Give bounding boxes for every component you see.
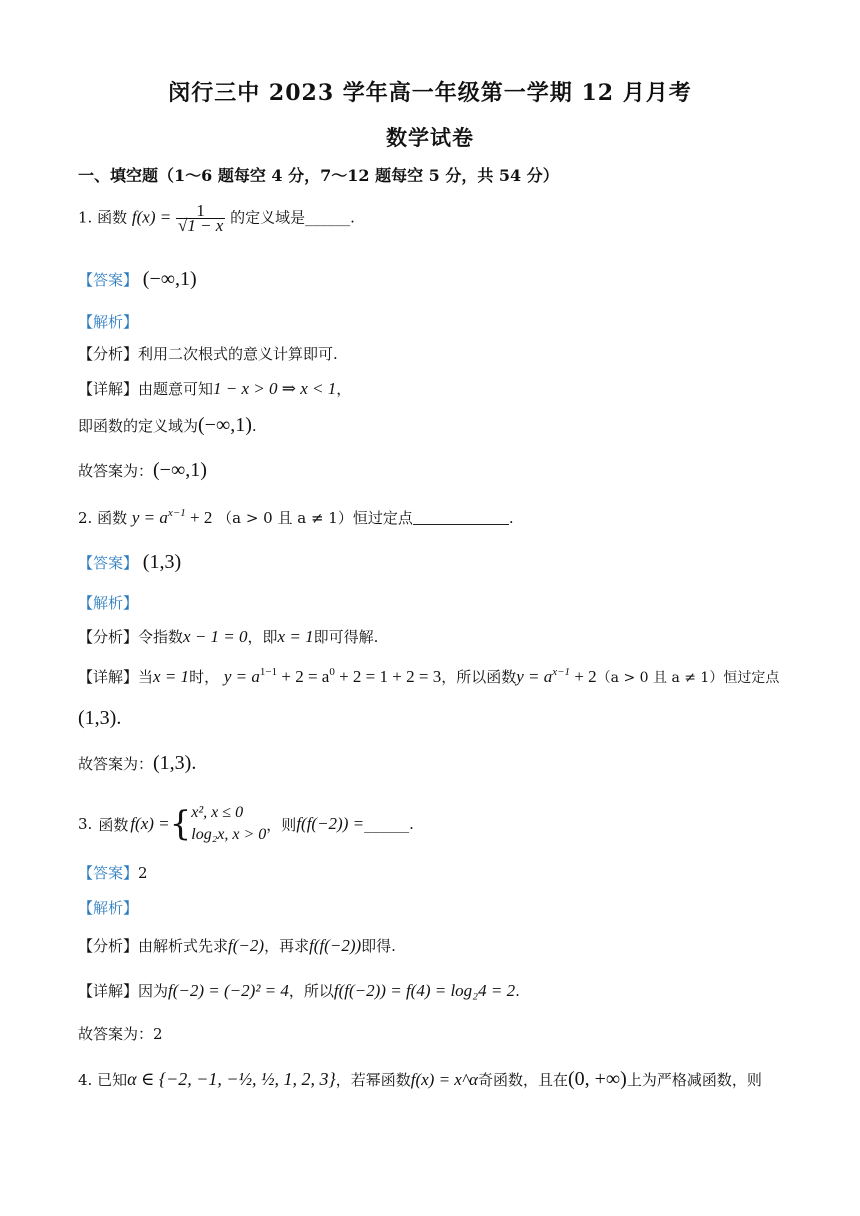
q1-func-lhs: f(x) = (131, 207, 172, 227)
q3-stem-c: ______. (364, 815, 414, 833)
q3-answer: 2 (138, 864, 148, 882)
q2-detail-math3a: y = a (516, 667, 553, 686)
q1-stem-text: 函数 (97, 208, 128, 227)
q3-fenxi-math1: f(−2) (228, 936, 265, 955)
q1-line2-text: 即函数的定义域为 (78, 417, 199, 435)
q4-number: 4. (78, 1071, 93, 1089)
q3-detail-c: . (515, 982, 520, 1000)
q1-fraction (176, 201, 225, 235)
analysis-label: 【解析】 (78, 313, 139, 331)
q4-stem-d: 上为严格减函数，则 (626, 1071, 762, 1089)
q2-fenxi-b: ，即 (247, 628, 278, 646)
q3-piece1: x², x ≤ 0 (191, 804, 244, 821)
analysis-label: 【解析】 (78, 899, 139, 917)
q2-fenxi-c: 即可得解. (313, 628, 379, 646)
q4-stem-c: 奇函数，且在 (477, 1071, 568, 1089)
page-subtitle: 数学试卷 (386, 125, 474, 150)
q3-fenxi-math2: f(f(−2)) (309, 936, 362, 955)
q2-final-math: (1,3). (153, 752, 197, 774)
q1-final-text: 故答案为： (78, 462, 154, 480)
page-title: 闵行三中 2023 学年高一年级第一学期 12 月月考 (168, 80, 692, 106)
q4-stem-func: f(x) = x^α (410, 1070, 478, 1089)
q3-number: 3. (78, 815, 93, 833)
q1-analysis-label (78, 311, 790, 332)
q3-fenxi-c: 即得. (361, 937, 396, 955)
q2-analysis-label (78, 592, 790, 613)
section-heading: 一、填空题（1～6 题每空 4 分，7～12 题每空 5 分，共 54 分） (78, 166, 559, 185)
q1-detail-text: 由题意可知 (138, 380, 214, 398)
answer-label: 【答案】 (78, 864, 139, 882)
q1-answer: (−∞,1) (142, 268, 197, 290)
q2-stem-tail: + 2 (185, 508, 213, 527)
q3-stem-math: f(f(−2)) = (296, 814, 365, 833)
q4-stem-a: 已知 (97, 1071, 128, 1089)
q1-line2-tail: . (251, 417, 257, 435)
q2-detail-exp3: x−1 (552, 666, 571, 678)
q2-number: 2. (78, 509, 93, 527)
q3-brace: { (169, 804, 192, 844)
q3-detail-math2: f(f(−2)) = f(4) = log₂4 = 2 (333, 981, 516, 1000)
q2-stem-end: . (508, 509, 514, 527)
q2-detail-line (78, 666, 790, 687)
q3-detail-a: 因为 (138, 982, 169, 1000)
q4-stem-interval: (0, +∞) (567, 1068, 627, 1090)
answer-label: 【答案】 (78, 271, 139, 289)
q1-detail-line (78, 378, 790, 399)
q1-final-math: (−∞,1) (153, 459, 207, 481)
q1-number: 1. (78, 208, 93, 227)
q2-answer-line (78, 551, 790, 574)
q1-fenxi: 利用二次根式的意义计算即可. (138, 345, 338, 363)
q1-line2-math: (−∞,1) (198, 414, 252, 436)
q2-detail-math1: x = 1 (153, 667, 190, 686)
detail-label: 【详解】 (78, 668, 139, 686)
q3-final: 故答案为：2 (78, 1025, 163, 1043)
analysis-label: 【解析】 (78, 594, 139, 612)
q2-fenxi-a: 令指数 (138, 628, 184, 646)
q2-detail-exp1: 1−1 (259, 666, 278, 678)
q4-stem-set: α ∈ {−2, −1, −½, ½, 1, 2, 3} (127, 1069, 336, 1089)
q2-fenxi-line (78, 626, 790, 647)
q1-stem (78, 201, 790, 235)
q2-final-line (78, 752, 790, 775)
q1-fenxi-line (78, 343, 790, 364)
q3-fenxi-a: 由解析式先求 (138, 937, 229, 955)
q3-fenxi-b: ，再求 (264, 937, 310, 955)
q4-stem-b: ，若幂函数 (335, 1071, 411, 1089)
q2-answer: (1,3) (142, 551, 182, 573)
q2-final-text: 故答案为： (78, 755, 154, 773)
q1-detail-tail: ， (336, 380, 352, 398)
q2-detail-math2c: + 2 = 1 + 2 = 3 (334, 667, 442, 686)
q3-analysis-label (78, 897, 790, 918)
q2-stem-math: y = a (131, 508, 168, 527)
q1-detail-line2 (78, 414, 790, 437)
q3-detail-line (78, 980, 790, 1001)
fenxi-label: 【分析】 (78, 628, 139, 646)
q1-detail-math: 1 − x > 0 ⇒ x < 1 (213, 379, 337, 398)
q3-func-lhs: f(x) = (130, 814, 170, 833)
q2-stem-text: 函数 (97, 509, 128, 527)
detail-label: 【详解】 (78, 380, 139, 398)
q3-piecewise (191, 802, 266, 846)
q2-detail-line2 (78, 707, 790, 730)
q1-answer-line (78, 268, 790, 291)
q2-detail-c: ，所以函数 (441, 668, 517, 686)
q3-fenxi-line (78, 935, 790, 956)
q3-stem-text: 函数 (98, 815, 129, 834)
q2-detail-math3b: + 2 (570, 667, 597, 686)
q3-piece2: log₂x, x > 0 (191, 826, 267, 843)
q2-detail-d: （a > 0 且 a ≠ 1）恒过定点 (596, 670, 780, 686)
q2-detail-a: 当 (138, 668, 154, 686)
q3-stem (78, 798, 790, 850)
q2-condition: （a > 0 且 a ≠ 1）恒过定点 (217, 509, 413, 527)
q2-answer-blank (413, 511, 509, 525)
q2-detail-exp2: 0 (329, 666, 335, 678)
q1-final-line (78, 459, 790, 482)
q1-frac-num: 1 (196, 201, 205, 220)
q2-fenxi-math2: x = 1 (277, 627, 314, 646)
q2-fenxi-math1: x − 1 = 0 (183, 627, 248, 646)
q2-detail-point: (1,3). (78, 707, 122, 729)
q1-stem-tail: 的定义域是______. (230, 208, 355, 227)
detail-label: 【详解】 (78, 982, 139, 1000)
q3-detail-b: ，所以 (288, 982, 334, 1000)
q4-stem (78, 1068, 790, 1091)
q2-detail-math2a: y = a (223, 667, 260, 686)
fenxi-label: 【分析】 (78, 345, 139, 363)
q2-detail-math2b: + 2 = a (277, 667, 330, 686)
q2-stem-exp: x−1 (167, 507, 186, 519)
q2-detail-b: 时， (189, 668, 220, 686)
q3-detail-math1: f(−2) = (−2)² = 4 (168, 981, 289, 1000)
q3-answer-line (78, 862, 790, 883)
fenxi-label: 【分析】 (78, 937, 139, 955)
q3-final-line (78, 1023, 790, 1044)
q2-stem (78, 507, 790, 528)
answer-label: 【答案】 (78, 554, 139, 572)
q3-stem-b: ，则 (266, 815, 297, 834)
q1-frac-den: √1 − x (177, 216, 224, 235)
